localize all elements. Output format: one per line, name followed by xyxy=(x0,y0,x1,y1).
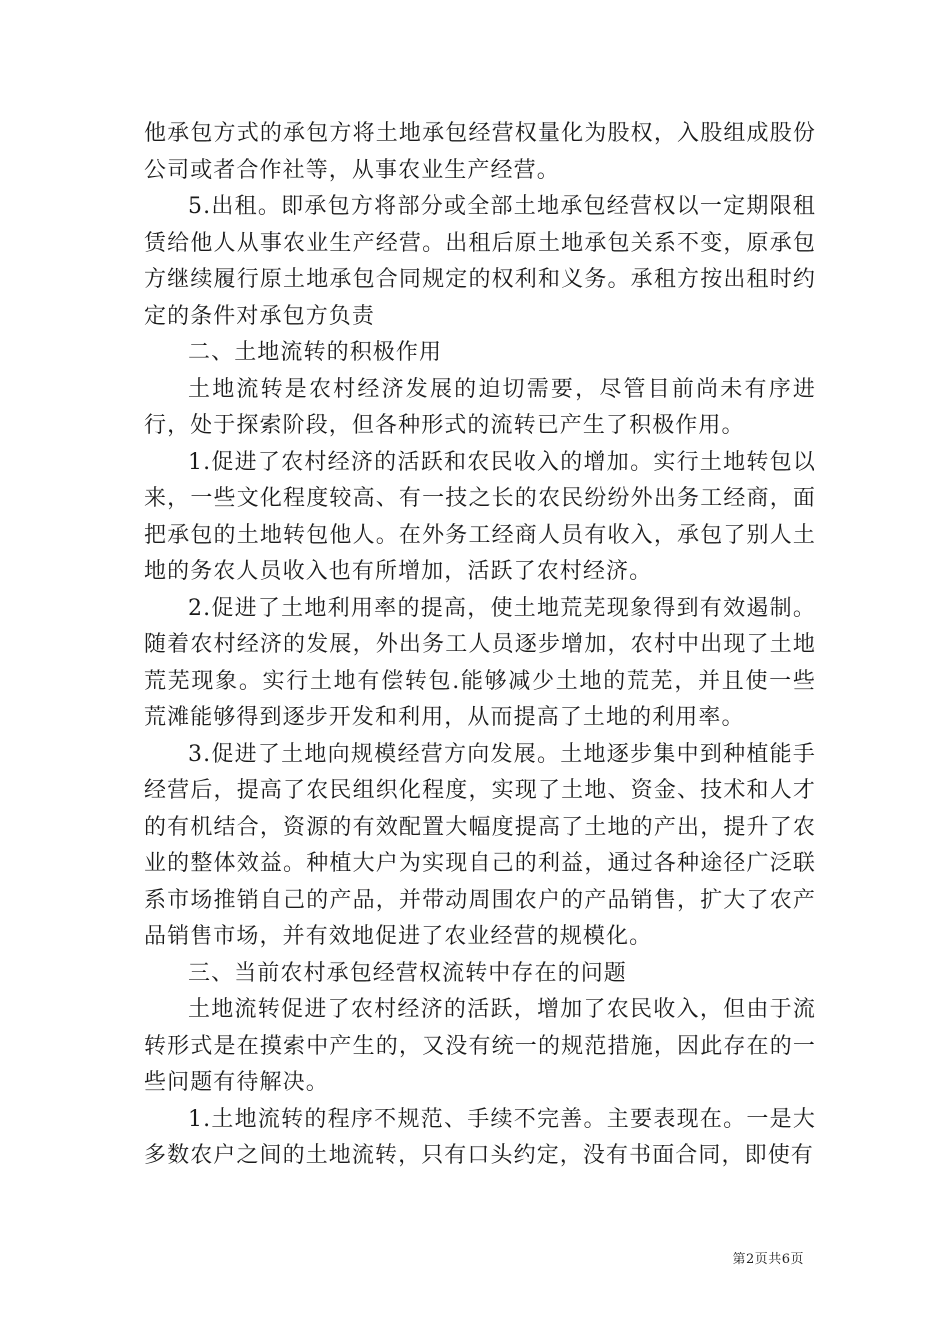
paragraph-problem-1: 1.土地流转的程序不规范、手续不完善。主要表现在。一是大多数农户之间的土地流转，只有口头约定，没有书面合同，即使有 xyxy=(144,1106,816,1168)
section-heading-problems: 三、当前农村承包经营权流转中存在的问题 xyxy=(188,960,627,986)
page-number-footer: 第2页共6页 xyxy=(732,1252,804,1267)
paragraph-effect-3: 3.促进了土地向规模经营方向发展。土地逐步集中到种植能手经营后，提高了农民组织化程度，实现了土地、资金、技术和人才的有机结合，资源的有效配置大幅度提高了土地的产出，提升了农业的整体效益。种植大户为实现自己的利益，通过各种途径广泛联系市场推销自己的产品，并带动周围农户的产品销售，扩大了农产品销售市场，并有效地促进了农业经营的规模化。 xyxy=(144,741,816,949)
paragraph-effect-2: 2.促进了土地利用率的提高，使土地荒芜现象得到有效遏制。随着农村经济的发展，外出务工人员逐步增加，农村中出现了土地荒芜现象。实行土地有偿转包.能够减少土地的荒芜，并且使一些荒滩能够得到逐步开发和利用，从而提高了土地的利用率。 xyxy=(144,595,816,730)
section-heading-positive-effects: 二、土地流转的积极作用 xyxy=(188,340,443,365)
paragraph-intro-problems: 土地流转促进了农村经济的活跃，增加了农民收入，但由于流转形式是在摸索中产生的，又没有统一的规范措施，因此存在的一些问题有待解决。 xyxy=(144,997,816,1095)
paragraph-continuation: 他承包方式的承包方将土地承包经营权量化为股权，入股组成股份公司或者合作社等，从事农业生产经营。 xyxy=(144,121,816,183)
paragraph-intro-effects: 土地流转是农村经济发展的迫切需要，尽管目前尚未有序进行，处于探索阶段，但各种形式的流转已产生了积极作用。 xyxy=(144,376,816,438)
document-body xyxy=(144,116,816,1175)
paragraph-rental: 5.出租。即承包方将部分或全部土地承包经营权以一定期限租赁给他人从事农业生产经营。出租后原土地承包关系不变，原承包方继续履行原土地承包合同规定的权利和义务。承租方按出租时约定的条件对承包方负责 xyxy=(144,194,816,329)
paragraph-effect-1: 1.促进了农村经济的活跃和农民收入的增加。实行土地转包以来，一些文化程度较高、有一技之长的农民纷纷外出务工经商，面把承包的土地转包他人。在外务工经商人员有收入，承包了别人土地的务农人员收入也有所增加，活跃了农村经济。 xyxy=(144,449,816,584)
